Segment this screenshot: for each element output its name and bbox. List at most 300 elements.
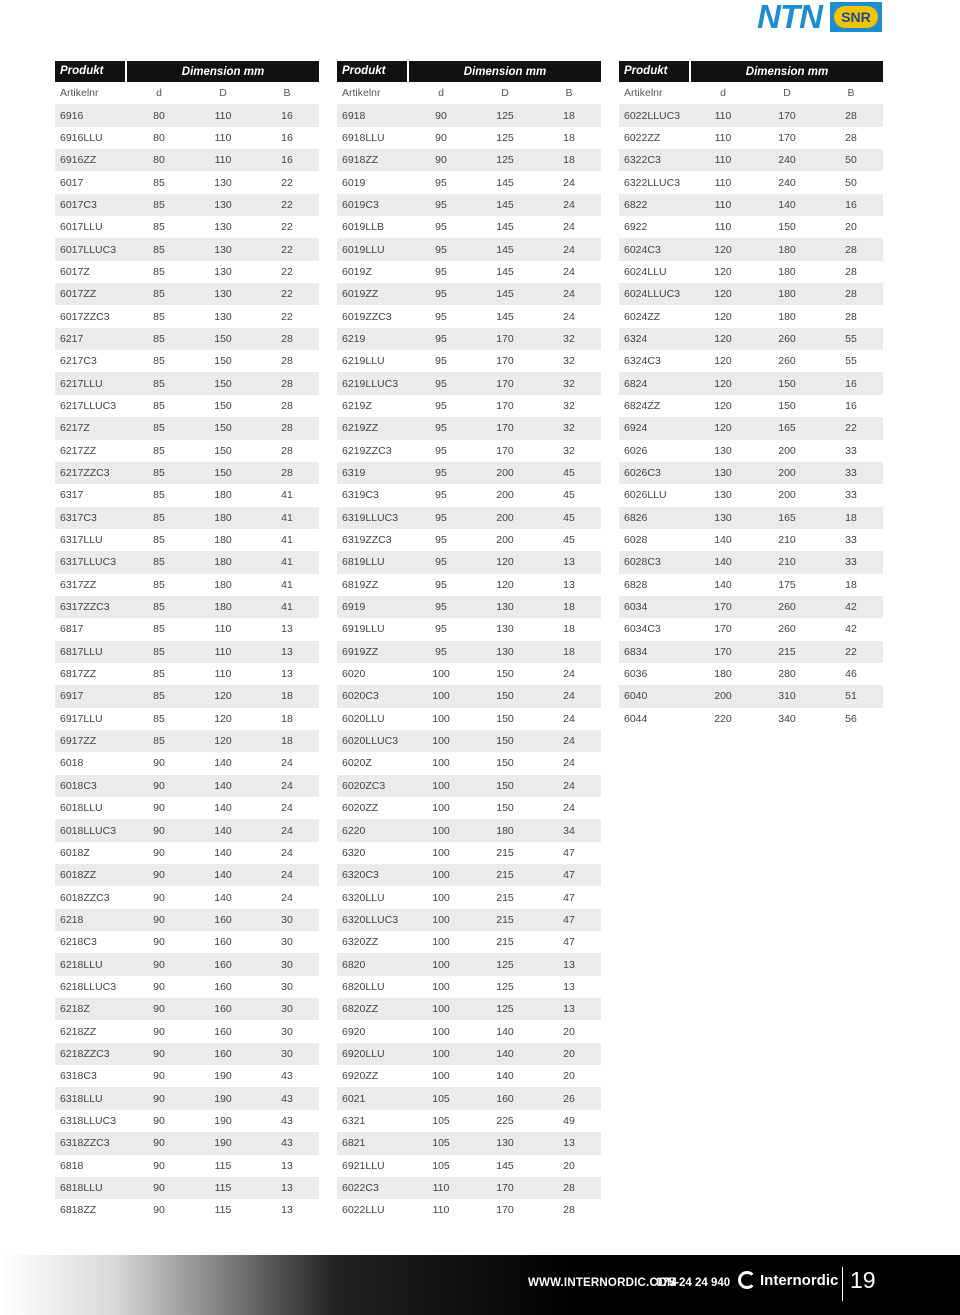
article-number: 6324C3 (624, 355, 661, 368)
outer-diameter: 310 (778, 690, 796, 703)
article-number: 6217LLUC3 (60, 399, 117, 412)
table-row (55, 864, 319, 886)
article-number: 6019 (342, 176, 366, 189)
inner-diameter: 85 (153, 198, 165, 211)
outer-diameter: 125 (496, 1003, 514, 1016)
inner-diameter: 170 (714, 623, 732, 636)
outer-diameter: 115 (214, 1159, 232, 1172)
outer-diameter: 130 (496, 1137, 514, 1150)
table-row (55, 551, 319, 573)
table-row (619, 574, 883, 596)
table-row (55, 440, 319, 462)
article-number: 6921LLU (342, 1159, 385, 1172)
width: 20 (563, 1159, 575, 1172)
width: 41 (281, 489, 293, 502)
page-number: 19 (850, 1267, 876, 1293)
outer-diameter: 150 (214, 444, 232, 457)
snr-logo-text: SNR (834, 6, 878, 28)
outer-diameter: 150 (496, 757, 514, 770)
table-subheader (619, 82, 883, 104)
width: 47 (563, 846, 575, 859)
table-row (337, 864, 601, 886)
inner-diameter: 105 (432, 1092, 450, 1105)
width: 32 (563, 444, 575, 457)
article-number: 6018ZZ (60, 869, 97, 882)
article-number: 6920LLU (342, 1047, 385, 1060)
table-row (55, 283, 319, 305)
table-row (337, 238, 601, 260)
table-row (337, 1177, 601, 1199)
outer-diameter: 140 (496, 1047, 514, 1060)
inner-diameter: 85 (153, 243, 165, 256)
outer-diameter: 160 (214, 958, 232, 971)
article-number: 6018Z (60, 846, 90, 859)
table-row (337, 574, 601, 596)
table-row (55, 752, 319, 774)
width: 42 (845, 601, 857, 614)
subheader-d: d (720, 87, 726, 100)
outer-diameter: 200 (778, 444, 796, 457)
outer-diameter: 170 (496, 377, 514, 390)
inner-diameter: 90 (153, 1070, 165, 1083)
article-number: 6218ZZC3 (60, 1047, 110, 1060)
article-number: 6020LLUC3 (342, 735, 399, 748)
outer-diameter: 130 (214, 176, 232, 189)
article-number: 6320LLU (342, 891, 385, 904)
table-row (337, 998, 601, 1020)
inner-diameter: 120 (714, 310, 732, 323)
width: 24 (563, 265, 575, 278)
inner-diameter: 120 (714, 422, 732, 435)
width: 13 (281, 1204, 293, 1217)
table-row (619, 104, 883, 126)
table-row (55, 618, 319, 640)
inner-diameter: 90 (153, 891, 165, 904)
outer-diameter: 170 (496, 332, 514, 345)
outer-diameter: 180 (214, 511, 232, 524)
table-row (337, 395, 601, 417)
inner-diameter: 90 (153, 1003, 165, 1016)
table-row (55, 976, 319, 998)
subheader-B: B (283, 87, 291, 100)
inner-diameter: 100 (432, 690, 450, 703)
table-row (337, 775, 601, 797)
inner-diameter: 90 (153, 1137, 165, 1150)
article-number: 6017ZZ (60, 288, 97, 301)
inner-diameter: 170 (714, 601, 732, 614)
table-row (55, 596, 319, 618)
width: 28 (845, 131, 857, 144)
width: 32 (563, 399, 575, 412)
bearing-table-1 (55, 61, 319, 1222)
table-row (55, 372, 319, 394)
table-row (55, 775, 319, 797)
table-row (55, 931, 319, 953)
inner-diameter: 100 (432, 846, 450, 859)
table-header (55, 61, 319, 82)
table-row (55, 305, 319, 327)
width: 55 (845, 355, 857, 368)
table-row (337, 529, 601, 551)
table-row (337, 462, 601, 484)
outer-diameter: 215 (496, 846, 514, 859)
table-row (619, 618, 883, 640)
width: 45 (563, 511, 575, 524)
outer-diameter: 150 (214, 422, 232, 435)
width: 22 (281, 310, 293, 323)
outer-diameter: 140 (214, 869, 232, 882)
table-row (619, 440, 883, 462)
article-number: 6317C3 (60, 511, 97, 524)
width: 28 (845, 243, 857, 256)
outer-diameter: 260 (778, 332, 796, 345)
outer-diameter: 125 (496, 154, 514, 167)
inner-diameter: 95 (435, 332, 447, 345)
table-row (619, 149, 883, 171)
article-number: 6319C3 (342, 489, 379, 502)
outer-diameter: 125 (496, 131, 514, 144)
footer-brand: Internordic (760, 1271, 839, 1289)
inner-diameter: 90 (435, 154, 447, 167)
table-row (337, 909, 601, 931)
table-row (337, 1087, 601, 1109)
width: 13 (281, 668, 293, 681)
table-row (337, 641, 601, 663)
outer-diameter: 150 (778, 377, 796, 390)
inner-diameter: 140 (714, 578, 732, 591)
article-number: 6818ZZ (60, 1204, 97, 1217)
width: 22 (845, 422, 857, 435)
outer-diameter: 160 (214, 980, 232, 993)
width: 13 (281, 1159, 293, 1172)
table-row (619, 328, 883, 350)
table-row (55, 819, 319, 841)
width: 18 (845, 578, 857, 591)
article-number: 6219Z (342, 399, 372, 412)
table-row (337, 1020, 601, 1042)
table-row (337, 976, 601, 998)
header-product: Produkt (55, 61, 127, 82)
outer-diameter: 200 (496, 534, 514, 547)
outer-diameter: 145 (496, 265, 514, 278)
inner-diameter: 90 (153, 1204, 165, 1217)
inner-diameter: 170 (714, 645, 732, 658)
inner-diameter: 85 (153, 221, 165, 234)
outer-diameter: 150 (214, 399, 232, 412)
inner-diameter: 120 (714, 377, 732, 390)
width: 28 (281, 467, 293, 480)
width: 20 (845, 221, 857, 234)
width: 32 (563, 422, 575, 435)
table-row (337, 1155, 601, 1177)
width: 22 (281, 221, 293, 234)
outer-diameter: 150 (496, 712, 514, 725)
table-row (55, 886, 319, 908)
article-number: 6218 (60, 913, 84, 926)
table-row (55, 484, 319, 506)
subheader-article: Artikelnr (624, 87, 663, 100)
width: 22 (281, 176, 293, 189)
table-body (337, 82, 601, 1222)
article-number: 6919 (342, 601, 366, 614)
inner-diameter: 130 (714, 489, 732, 502)
table-row (55, 328, 319, 350)
table-row (619, 462, 883, 484)
article-number: 6217Z (60, 422, 90, 435)
outer-diameter: 120 (214, 735, 232, 748)
width: 13 (563, 958, 575, 971)
article-number: 6322C3 (624, 154, 661, 167)
article-number: 6318ZZC3 (60, 1137, 110, 1150)
outer-diameter: 150 (496, 802, 514, 815)
table-row (337, 1065, 601, 1087)
article-number: 6024ZZ (624, 310, 661, 323)
width: 28 (281, 399, 293, 412)
article-number: 6219ZZC3 (342, 444, 392, 457)
inner-diameter: 120 (714, 288, 732, 301)
outer-diameter: 160 (214, 1003, 232, 1016)
subheader-article: Artikelnr (342, 87, 381, 100)
table-row (337, 283, 601, 305)
width: 18 (563, 154, 575, 167)
article-number: 6820 (342, 958, 366, 971)
outer-diameter: 140 (214, 891, 232, 904)
outer-diameter: 150 (778, 399, 796, 412)
inner-diameter: 90 (153, 958, 165, 971)
table-row (337, 685, 601, 707)
outer-diameter: 160 (214, 913, 232, 926)
article-number: 6820LLU (342, 980, 385, 993)
table-row (55, 708, 319, 730)
article-number: 6019LLB (342, 221, 385, 234)
article-number: 6020C3 (342, 690, 379, 703)
table-row (337, 507, 601, 529)
width: 16 (845, 399, 857, 412)
article-number: 6019Z (342, 265, 372, 278)
outer-diameter: 260 (778, 601, 796, 614)
article-number: 6018LLUC3 (60, 824, 117, 837)
header-product: Produkt (337, 61, 409, 82)
inner-diameter: 85 (153, 489, 165, 502)
footer-phone: 075-24 24 940 (656, 1277, 731, 1289)
inner-diameter: 95 (435, 377, 447, 390)
article-number: 6317 (60, 489, 84, 502)
width: 33 (845, 534, 857, 547)
table-row (619, 194, 883, 216)
outer-diameter: 130 (496, 623, 514, 636)
article-number: 6020Z (342, 757, 372, 770)
width: 24 (281, 824, 293, 837)
width: 50 (845, 176, 857, 189)
table-row (337, 797, 601, 819)
inner-diameter: 140 (714, 534, 732, 547)
table-row (337, 842, 601, 864)
article-number: 6020 (342, 668, 366, 681)
inner-diameter: 85 (153, 399, 165, 412)
table-row (337, 216, 601, 238)
table-subheader (55, 82, 319, 104)
inner-diameter: 95 (435, 310, 447, 323)
width: 30 (281, 1025, 293, 1038)
inner-diameter: 220 (714, 712, 732, 725)
article-number: 6828 (624, 578, 648, 591)
width: 55 (845, 332, 857, 345)
article-number: 6217ZZC3 (60, 467, 110, 480)
article-number: 6219 (342, 332, 366, 345)
width: 24 (563, 668, 575, 681)
outer-diameter: 120 (214, 712, 232, 725)
footer-website[interactable]: WWW.INTERNORDIC.COM (528, 1277, 677, 1289)
subheader-D: D (783, 87, 791, 100)
article-number: 6217ZZ (60, 444, 97, 457)
article-number: 6217LLU (60, 377, 103, 390)
outer-diameter: 110 (214, 623, 232, 636)
width: 28 (563, 1204, 575, 1217)
outer-diameter: 110 (214, 645, 232, 658)
outer-diameter: 180 (778, 310, 796, 323)
width: 28 (845, 265, 857, 278)
outer-diameter: 200 (496, 489, 514, 502)
table-row (337, 551, 601, 573)
width: 13 (563, 980, 575, 993)
article-number: 6026LLU (624, 489, 667, 502)
width: 18 (281, 735, 293, 748)
outer-diameter: 210 (778, 556, 796, 569)
inner-diameter: 85 (153, 265, 165, 278)
width: 28 (563, 1182, 575, 1195)
inner-diameter: 95 (435, 511, 447, 524)
article-number: 6026C3 (624, 467, 661, 480)
inner-diameter: 130 (714, 467, 732, 480)
width: 45 (563, 534, 575, 547)
outer-diameter: 150 (496, 690, 514, 703)
width: 28 (845, 109, 857, 122)
width: 32 (563, 355, 575, 368)
inner-diameter: 90 (153, 802, 165, 815)
inner-diameter: 90 (153, 1092, 165, 1105)
inner-diameter: 100 (432, 712, 450, 725)
outer-diameter: 170 (496, 1204, 514, 1217)
inner-diameter: 90 (153, 824, 165, 837)
table-row (337, 886, 601, 908)
table-row (619, 127, 883, 149)
outer-diameter: 280 (778, 668, 796, 681)
table-row (55, 127, 319, 149)
width: 28 (845, 310, 857, 323)
width: 43 (281, 1092, 293, 1105)
outer-diameter: 145 (496, 310, 514, 323)
width: 24 (563, 221, 575, 234)
table-row (55, 395, 319, 417)
table-row (619, 663, 883, 685)
table-row (619, 261, 883, 283)
outer-diameter: 140 (214, 846, 232, 859)
inner-diameter: 130 (714, 511, 732, 524)
article-number: 6017ZZC3 (60, 310, 110, 323)
outer-diameter: 180 (214, 556, 232, 569)
width: 24 (281, 802, 293, 815)
inner-diameter: 110 (714, 131, 732, 144)
outer-diameter: 170 (496, 444, 514, 457)
inner-diameter: 110 (714, 154, 732, 167)
article-number: 6218LLU (60, 958, 103, 971)
inner-diameter: 90 (153, 980, 165, 993)
table-row (619, 641, 883, 663)
width: 34 (563, 824, 575, 837)
outer-diameter: 225 (496, 1114, 514, 1127)
outer-diameter: 170 (496, 399, 514, 412)
table-row (55, 1065, 319, 1087)
article-number: 6219LLUC3 (342, 377, 399, 390)
article-number: 6220 (342, 824, 366, 837)
width: 22 (281, 243, 293, 256)
bearing-table-2 (337, 61, 601, 1222)
inner-diameter: 85 (153, 310, 165, 323)
article-number: 6017 (60, 176, 84, 189)
brand-logos (757, 0, 882, 35)
inner-diameter: 85 (153, 467, 165, 480)
outer-diameter: 215 (496, 869, 514, 882)
inner-diameter: 100 (432, 869, 450, 882)
inner-diameter: 90 (153, 936, 165, 949)
width: 41 (281, 601, 293, 614)
outer-diameter: 110 (214, 131, 232, 144)
inner-diameter: 100 (432, 824, 450, 837)
table-row (337, 1110, 601, 1132)
outer-diameter: 180 (778, 288, 796, 301)
width: 33 (845, 556, 857, 569)
article-number: 6919ZZ (342, 645, 379, 658)
width: 22 (845, 645, 857, 658)
article-number: 6920ZZ (342, 1070, 379, 1083)
outer-diameter: 145 (496, 198, 514, 211)
inner-diameter: 95 (435, 265, 447, 278)
table-row (55, 462, 319, 484)
article-number: 6918ZZ (342, 154, 379, 167)
outer-diameter: 110 (214, 668, 232, 681)
width: 47 (563, 913, 575, 926)
table-row (337, 1132, 601, 1154)
outer-diameter: 140 (778, 198, 796, 211)
inner-diameter: 85 (153, 623, 165, 636)
width: 56 (845, 712, 857, 725)
width: 30 (281, 980, 293, 993)
article-number: 6918LLU (342, 131, 385, 144)
article-number: 6318C3 (60, 1070, 97, 1083)
table-row (55, 685, 319, 707)
inner-diameter: 140 (714, 556, 732, 569)
outer-diameter: 140 (214, 757, 232, 770)
width: 16 (281, 154, 293, 167)
article-number: 6819LLU (342, 556, 385, 569)
width: 28 (845, 288, 857, 301)
outer-diameter: 165 (778, 511, 796, 524)
outer-diameter: 130 (214, 243, 232, 256)
inner-diameter: 100 (432, 802, 450, 815)
article-number: 6219ZZ (342, 422, 379, 435)
inner-diameter: 90 (153, 869, 165, 882)
width: 24 (563, 712, 575, 725)
width: 13 (563, 556, 575, 569)
outer-diameter: 180 (214, 534, 232, 547)
outer-diameter: 145 (496, 243, 514, 256)
article-number: 6040 (624, 690, 648, 703)
inner-diameter: 100 (432, 735, 450, 748)
article-number: 6024LLUC3 (624, 288, 681, 301)
article-number: 6817LLU (60, 645, 103, 658)
article-number: 6018C3 (60, 779, 97, 792)
article-number: 6916LLU (60, 131, 103, 144)
